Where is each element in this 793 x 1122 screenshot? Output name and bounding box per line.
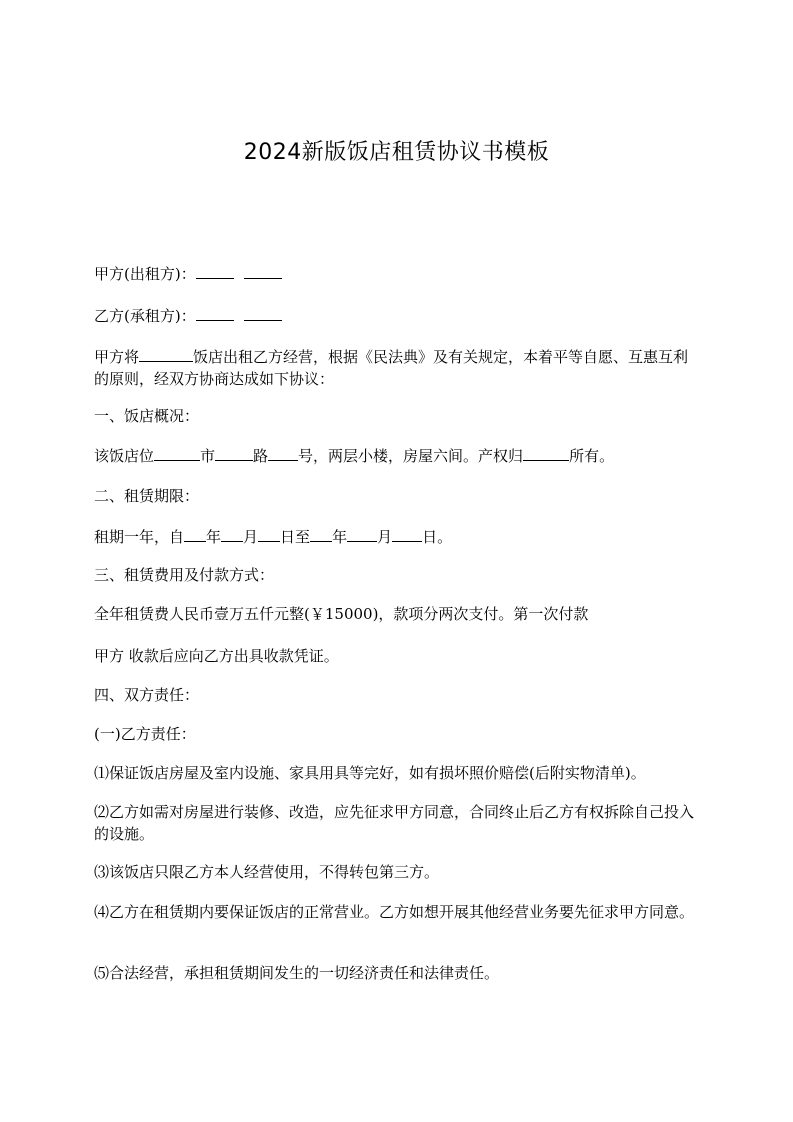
intro-text-1: 甲方将 xyxy=(94,348,140,366)
end-year-blank xyxy=(310,525,332,542)
intro-paragraph xyxy=(94,345,702,390)
party-b-blank-1 xyxy=(196,304,234,321)
hotel-name-blank xyxy=(139,345,193,362)
road-text: 路 xyxy=(253,447,269,465)
start-month-blank xyxy=(221,525,243,542)
party-b-blank-2 xyxy=(244,304,282,321)
city-text: 市 xyxy=(200,447,216,465)
section3-line2: 甲方 收款后应向乙方出具收款凭证。 xyxy=(94,647,339,665)
section3-line1: 全年租赁费人民币壹万五仟元整(￥15000)，款项分两次支付。第一次付款 xyxy=(94,605,589,623)
party-a-line xyxy=(94,262,702,285)
party-b-label: 乙方(承租方)： xyxy=(94,307,196,325)
list-item: ⑷乙方在租赁期内要保证饭店的正常营业。乙方如想开展其他经营业务要先征求甲方同意。 xyxy=(94,903,695,921)
list-item: ⑴保证饭店房屋及室内设施、家具用具等完好，如有损坏照价赔偿(后附实物清单)。 xyxy=(94,764,646,782)
section4-heading: 四、双方责任： xyxy=(94,686,200,704)
year-text-2: 年 xyxy=(332,528,348,546)
section2-body xyxy=(94,525,702,548)
day-to-text: 日至 xyxy=(280,528,311,546)
section2-heading: 二、租赁期限： xyxy=(94,487,200,505)
section1-heading: 一、饭店概况： xyxy=(94,407,200,425)
start-year-blank xyxy=(184,525,206,542)
party-b-duties-heading: (一)乙方责任： xyxy=(94,725,196,743)
list-item: ⑸合法经营，承担租赁期间发生的一切经济责任和法律责任。 xyxy=(94,964,500,982)
list-item: ⑵乙方如需对房屋进行装修、改造，应先征求甲方同意，合同终止后乙方有权拆除自己投入的设施。 xyxy=(94,803,695,843)
term-text: 租期一年，自 xyxy=(94,528,185,546)
section3-heading: 三、租赁费用及付款方式： xyxy=(94,566,275,584)
month-text-1: 月 xyxy=(243,528,259,546)
number-blank xyxy=(268,444,298,461)
location-text: 该饭店位 xyxy=(94,447,155,465)
month-text-2: 月 xyxy=(377,528,393,546)
party-a-blank-2 xyxy=(244,262,282,279)
end-day-blank xyxy=(392,525,422,542)
owner-blank xyxy=(523,444,569,461)
end-month-blank xyxy=(347,525,377,542)
document-title: 2024新版饭店租赁协议书模板 xyxy=(243,140,550,165)
road-blank xyxy=(215,444,253,461)
owner-text: 所有。 xyxy=(569,447,615,465)
building-text: 号，两层小楼，房屋六间。产权归 xyxy=(298,447,524,465)
section1-body xyxy=(94,444,702,467)
list-item: ⑶该饭店只限乙方本人经营使用，不得转包第三方。 xyxy=(94,863,440,881)
party-a-label: 甲方(出租方)： xyxy=(94,265,196,283)
location-blank xyxy=(154,444,200,461)
year-text-1: 年 xyxy=(206,528,222,546)
party-b-line xyxy=(94,304,702,327)
start-day-blank xyxy=(258,525,280,542)
intro-text-2: 饭店出租乙方经营，根据《民法典》及有关规定，本着平等自愿、互惠互利的原则，经双方协商达成如下协议： xyxy=(94,348,689,388)
party-a-blank-1 xyxy=(196,262,234,279)
day-text-2: 日。 xyxy=(422,528,453,546)
